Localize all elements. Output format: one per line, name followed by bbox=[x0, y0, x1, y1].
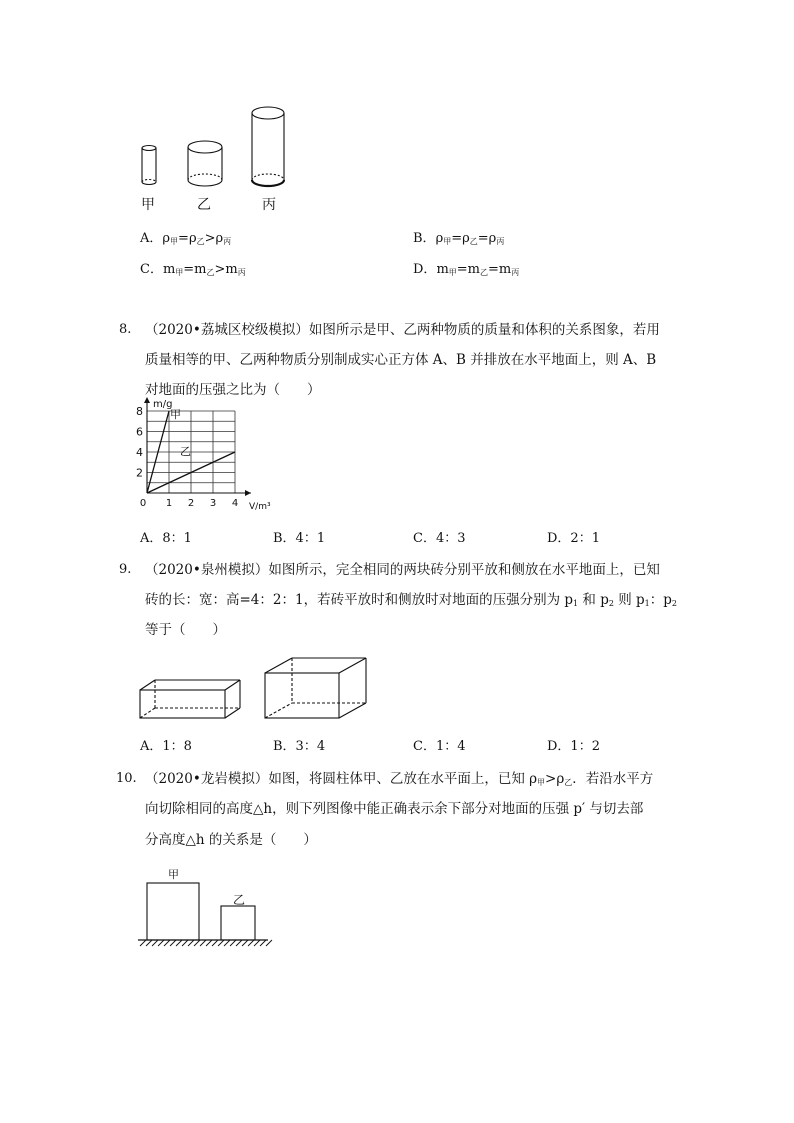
block-jia bbox=[147, 883, 199, 940]
hatch-mark bbox=[158, 940, 164, 946]
q7-option-c[interactable]: C．$m_甲=m_乙>m_丙$ bbox=[140, 262, 246, 277]
q9-stem-line-2: 砖的长：宽：高=4：2：1，若砖平放时和侧放时对地面的压强分别为 $p_1$ 和 $p_2$ 则 $p_1$：$p_2$ bbox=[145, 592, 678, 608]
hatch-mark bbox=[176, 940, 182, 946]
hatch-mark bbox=[254, 940, 260, 946]
hatch-mark bbox=[200, 940, 206, 946]
cylinder-yi bbox=[188, 141, 222, 186]
q10-number: 10. bbox=[116, 771, 137, 786]
q7-option-a[interactable]: A．$\rho_甲=\rho_乙>\rho_丙$ bbox=[140, 231, 232, 246]
q7-option-b[interactable]: B．$\rho_甲=\rho_乙=\rho_丙$ bbox=[413, 231, 505, 246]
q8-option-b[interactable]: B．4：1 bbox=[273, 531, 326, 546]
q7-label-yi: 乙 bbox=[197, 197, 211, 213]
hatch-mark bbox=[146, 940, 152, 946]
y-tick-label-4: 4 bbox=[136, 446, 143, 459]
brick-flat bbox=[140, 680, 240, 718]
q9-option-d[interactable]: D．1：2 bbox=[547, 739, 600, 754]
ground-hatch bbox=[140, 940, 272, 946]
x-tick-label-0: 0 bbox=[139, 498, 147, 509]
q8-option-c[interactable]: C．4：3 bbox=[413, 531, 466, 546]
q10-stem-line-3: 分高度△h 的关系是（ ） bbox=[145, 832, 317, 848]
y-tick-label-8: 8 bbox=[136, 405, 143, 418]
block-yi bbox=[221, 906, 255, 940]
q8-stem-line-2: 质量相等的甲、乙两种物质分别制成实心正方体 A、B 并排放在水平地面上，则 A、B bbox=[145, 352, 657, 368]
q9-bricks-figure bbox=[135, 655, 375, 725]
hatch-mark bbox=[242, 940, 248, 946]
q8-stem-line-1: （2020•荔城区校级模拟）如图所示是甲、乙两种物质的质量和体积的关系图象，若用 bbox=[145, 322, 660, 338]
q10-cylinders-figure bbox=[138, 880, 273, 950]
hatch-mark bbox=[266, 940, 272, 946]
x-tick-label-1: 1 bbox=[165, 498, 173, 509]
hatch-mark bbox=[164, 940, 170, 946]
cylinder-jia bbox=[142, 146, 156, 185]
hatch-mark bbox=[152, 940, 158, 946]
q10-label-yi: 乙 bbox=[233, 893, 246, 907]
brick-side bbox=[265, 658, 366, 718]
y-axis-arrow bbox=[144, 397, 150, 403]
series-label-yi: 乙 bbox=[180, 445, 191, 459]
q10-label-jia: 甲 bbox=[168, 868, 179, 881]
q8-stem-line-3: 对地面的压强之比为（ ） bbox=[145, 382, 321, 398]
q8-mass-volume-chart bbox=[130, 390, 290, 520]
x-tick-label-3: 3 bbox=[209, 498, 217, 509]
q9-option-c[interactable]: C．1：4 bbox=[413, 739, 466, 754]
q9-option-b[interactable]: B．3：4 bbox=[273, 739, 326, 754]
hatch-mark bbox=[140, 940, 146, 946]
q10-stem-line-2: 向切除相同的高度△h，则下列图像中能正确表示余下部分对地面的压强 p′ 与切去部 bbox=[145, 801, 644, 817]
chart-ticks bbox=[136, 399, 271, 512]
series-label-jia: 甲 bbox=[170, 408, 181, 422]
hatch-mark bbox=[230, 940, 236, 946]
hatch-mark bbox=[182, 940, 188, 946]
q10-stem-line-1: （2020•龙岩模拟）如图，将圆柱体甲、乙放在水平面上，已知 $\rho_甲>\rho_乙$．若沿水平方 bbox=[145, 771, 654, 787]
hatch-mark bbox=[194, 940, 200, 946]
chart-grid bbox=[147, 411, 235, 493]
x-axis-label: V/m³ bbox=[249, 502, 271, 512]
q7-label-bing: 丙 bbox=[262, 197, 276, 213]
cylinder-bing bbox=[252, 107, 284, 186]
q9-option-a[interactable]: A．1：8 bbox=[140, 739, 192, 754]
hatch-mark bbox=[218, 940, 224, 946]
hatch-mark bbox=[260, 940, 266, 946]
q8-option-a[interactable]: A．8：1 bbox=[140, 531, 192, 546]
hatch-mark bbox=[188, 940, 194, 946]
y-axis-label: m/g bbox=[153, 399, 173, 410]
hatch-mark bbox=[248, 940, 254, 946]
q9-stem-line-3: 等于（ ） bbox=[145, 622, 226, 638]
hatch-mark bbox=[212, 940, 218, 946]
q8-option-d[interactable]: D．2：1 bbox=[547, 531, 600, 546]
q9-number: 9. bbox=[119, 562, 132, 577]
x-tick-label-4: 4 bbox=[231, 498, 239, 509]
hatch-mark bbox=[224, 940, 230, 946]
q8-number: 8. bbox=[119, 322, 132, 337]
hatch-mark bbox=[206, 940, 212, 946]
x-tick-label-2: 2 bbox=[187, 498, 195, 509]
hatch-mark bbox=[236, 940, 242, 946]
q7-label-jia: 甲 bbox=[141, 197, 155, 213]
x-axis-arrow bbox=[245, 490, 251, 496]
q9-stem-line-1: （2020•泉州模拟）如图所示，完全相同的两块砖分别平放和侧放在水平地面上，已知 bbox=[145, 562, 660, 578]
y-tick-label-2: 2 bbox=[136, 466, 143, 480]
hatch-mark bbox=[170, 940, 176, 946]
y-tick-label-6: 6 bbox=[136, 425, 143, 439]
q7-option-d[interactable]: D．$m_甲=m_乙=m_丙$ bbox=[413, 262, 520, 277]
